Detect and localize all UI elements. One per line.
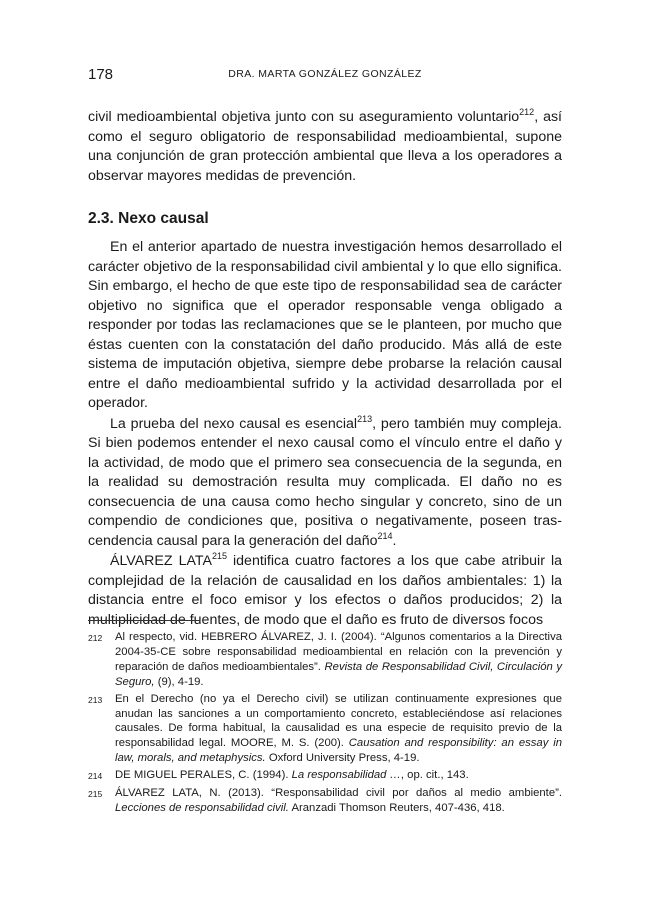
body-text bbox=[88, 108, 562, 630]
running-head: DRA. MARTA GONZÁLEZ GONZÁLEZ bbox=[228, 68, 422, 80]
footnote-number: 214 bbox=[88, 771, 103, 782]
footnote-text: En el Derecho (no ya el Derecho civil) se utilizan continuamente expresiones que anudan las sanciones a un comportamiento concreto, estableciéndose así relaciones causales. De forma habitual, la causalidad es una especie de requisito previo de la responsabilidad legal. MOORE, M. S. (200). Causation and responsibility: an essay in law, morals, and metaphysics. Oxford University Press, 4-19. bbox=[115, 692, 562, 765]
footnotes bbox=[88, 630, 562, 818]
body-paragraph: La prueba del nexo causal es esencial$^{213}$, pero también muy compleja. Si bien podemos entender el nexo causal como el vínculo entre el daño y la actividad, de modo que el primero sea consecuencia de la segunda, en la realidad su demostración resulta muy complicada. El daño no es consecuencia de una causa como hecho singular y concreto, sino de un compendio de condiciones que, positiva o negativamente, poseen trascendencia causal para la generación del daño$^{214}$. bbox=[88, 413, 562, 549]
page-header bbox=[88, 66, 562, 86]
footnote-number: 215 bbox=[88, 789, 103, 800]
footnote-number: 212 bbox=[88, 633, 103, 643]
footnote-ref-214[interactable]: 214 bbox=[377, 530, 393, 541]
footnote bbox=[88, 768, 562, 784]
footnote-ref-213[interactable]: 213 bbox=[357, 413, 373, 424]
footnote-divider bbox=[88, 620, 200, 621]
footnote-ref-212[interactable]: 212 bbox=[519, 107, 535, 117]
footnote-text: Al respecto, vid. HEBRERO ÁLVAREZ, J. I. (2004). “Algunos comentarios a la Directiva 2004-35-CE sobre responsabilidad medioambiental en relación con la prevención y reparación de daños medioambientales”. Revista de Responsabilidad Civil, Circulación y Seguro, (9), 4-19. bbox=[115, 631, 562, 688]
footnote-text: ÁLVAREZ LATA, N. (2013). “Responsabilidad civil por daños al medio ambiente”. Lecciones de responsabilidad civil. Aranzadi Thomson Reuters, 407-436, 418. bbox=[115, 787, 562, 814]
page-number: 178 bbox=[88, 66, 114, 83]
body-paragraph: ÁLVAREZ LATA$^{215}$ identifica cuatro factores a los que cabe atribuir la complejidad de la relación de causalidad en los daños ambientales: 1) la distancia entre el foco emisor y los efectos o daños producidos; 2) la multiplicidad de fuentes, de modo que el daño es fruto de diversos focos bbox=[88, 551, 562, 628]
footnote-text: DE MIGUEL PERALES, C. (1994). La responsabilidad …, op. cit., 143. bbox=[115, 769, 469, 782]
section-heading: 2.3. Nexo causal bbox=[88, 210, 209, 227]
footnote bbox=[88, 786, 562, 816]
intro-paragraph: civil medioambiental objetiva junto con su aseguramiento voluntario$^{212}$, así como el seguro obligatorio de responsabilidad medioambiental, supone una conjunción de gran protección ambiental que lleva a los operadores a observar mayores medidas de prevención. bbox=[88, 107, 562, 184]
footnote bbox=[88, 630, 562, 690]
footnote-number: 213 bbox=[88, 694, 103, 705]
footnote-ref-215[interactable]: 215 bbox=[211, 551, 227, 561]
footnote bbox=[88, 692, 562, 767]
body-paragraph: En el anterior apartado de nuestra investigación hemos desarrollado el carácter objetivo de la responsabilidad civil ambiental y lo que ello significa. Sin embargo, el hecho de que este tipo de responsabilidad sea de carácter objetivo no significa que el operador responsable venga obligado a responder por todas las reclamaciones que se le planteen, por mucho que éstas cuenten con la constatación del daño producido. Más allá de este sistema de imputación objetiva, siempre debe probarse la relación causal entre el daño medioambiental sufrido y la actividad desarrollada por el operador. bbox=[88, 239, 562, 411]
